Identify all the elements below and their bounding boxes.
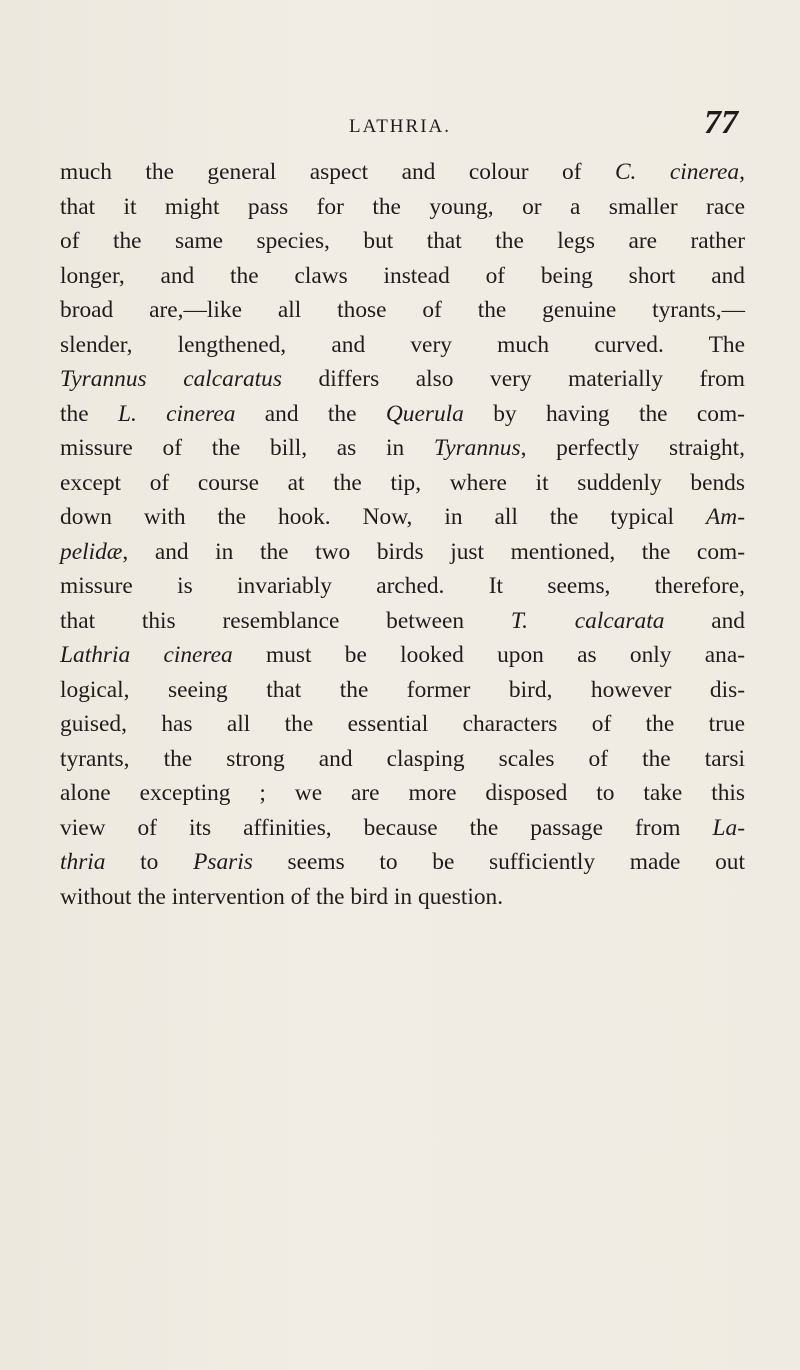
italic-term: L. cinerea — [117, 400, 236, 427]
text-line — [60, 397, 745, 432]
text-line — [60, 845, 745, 880]
text-line — [60, 742, 745, 777]
text-run: , perfectly straight, — [520, 435, 745, 461]
text-line — [60, 328, 745, 363]
text-run: guised, has all the essential characters of the true — [60, 711, 745, 737]
text-run: by having the com- — [463, 400, 745, 427]
text-line — [60, 224, 745, 259]
text-run: view of its affinities, because the passage from — [60, 814, 713, 841]
text-line — [60, 673, 745, 708]
italic-term: Psaris — [193, 849, 253, 875]
text-run: alone excepting ; we are more disposed to take this — [60, 780, 745, 806]
text-run: much the general aspect and colour of — [60, 159, 615, 185]
text-run: , and in the two birds just mentioned, the com- — [122, 538, 745, 565]
italic-term: T. calcarata — [510, 607, 665, 634]
text-run: without the intervention of the bird in question. — [60, 883, 504, 910]
text-line — [60, 190, 745, 225]
text-line — [60, 500, 745, 535]
text-run: tyrants, the strong and clasping scales of the tarsi — [60, 745, 745, 772]
text-run: and the — [235, 400, 386, 427]
text-run: of the same species, but that the legs are rather — [60, 228, 745, 254]
text-run: and — [664, 607, 745, 634]
text-run: missure is invariably arched. It seems, therefore, — [60, 573, 745, 599]
text-run: differs also very materially from — [281, 366, 745, 392]
text-run: that this resemblance between — [60, 607, 511, 634]
italic-term: C. cinerea — [614, 159, 740, 185]
text-line — [60, 535, 745, 570]
text-run: except of course at the tip, where it suddenly bends — [60, 469, 745, 496]
text-run: seems to be sufficiently made out — [252, 849, 746, 875]
body-paragraph — [60, 155, 745, 914]
italic-term: Tyrannus calcaratus — [60, 366, 282, 392]
text-run: the — [60, 400, 118, 427]
italic-term: thria — [60, 849, 106, 875]
text-line — [60, 638, 745, 673]
text-run: missure of the bill, as in — [60, 435, 434, 461]
text-line — [60, 811, 745, 846]
text-run: longer, and the claws instead of being short and — [60, 262, 745, 289]
text-line — [60, 776, 745, 811]
text-line — [60, 431, 745, 466]
page-number: 77 — [704, 104, 738, 141]
text-line — [60, 880, 745, 915]
text-line — [60, 707, 745, 742]
text-line — [60, 259, 745, 294]
text-line — [60, 569, 745, 604]
italic-term: Querula — [385, 400, 464, 427]
text-run: down with the hook. Now, in all the typical — [60, 504, 707, 530]
text-run: to — [105, 849, 194, 875]
text-line — [60, 293, 745, 328]
page-header — [60, 104, 740, 144]
italic-term: Am- — [706, 504, 745, 530]
text-line — [60, 362, 745, 397]
text-run: slender, lengthened, and very much curved. The — [60, 331, 745, 358]
text-run: broad are,—like all those of the genuine tyrants,— — [60, 297, 745, 323]
text-line — [60, 466, 745, 501]
text-run: that it might pass for the young, or a smaller race — [60, 193, 745, 220]
italic-term: Lathria cinerea — [60, 642, 233, 668]
text-line — [60, 604, 745, 639]
italic-term: pelidæ — [60, 538, 123, 565]
italic-term: La- — [712, 814, 745, 841]
text-run: logical, seeing that the former bird, however dis- — [60, 676, 745, 703]
text-run: , — [739, 159, 745, 185]
italic-term: Tyrannus — [433, 435, 521, 461]
text-run: must be looked upon as only ana- — [232, 642, 746, 668]
running-head: LATHRIA. — [348, 116, 452, 137]
text-line — [60, 155, 745, 190]
